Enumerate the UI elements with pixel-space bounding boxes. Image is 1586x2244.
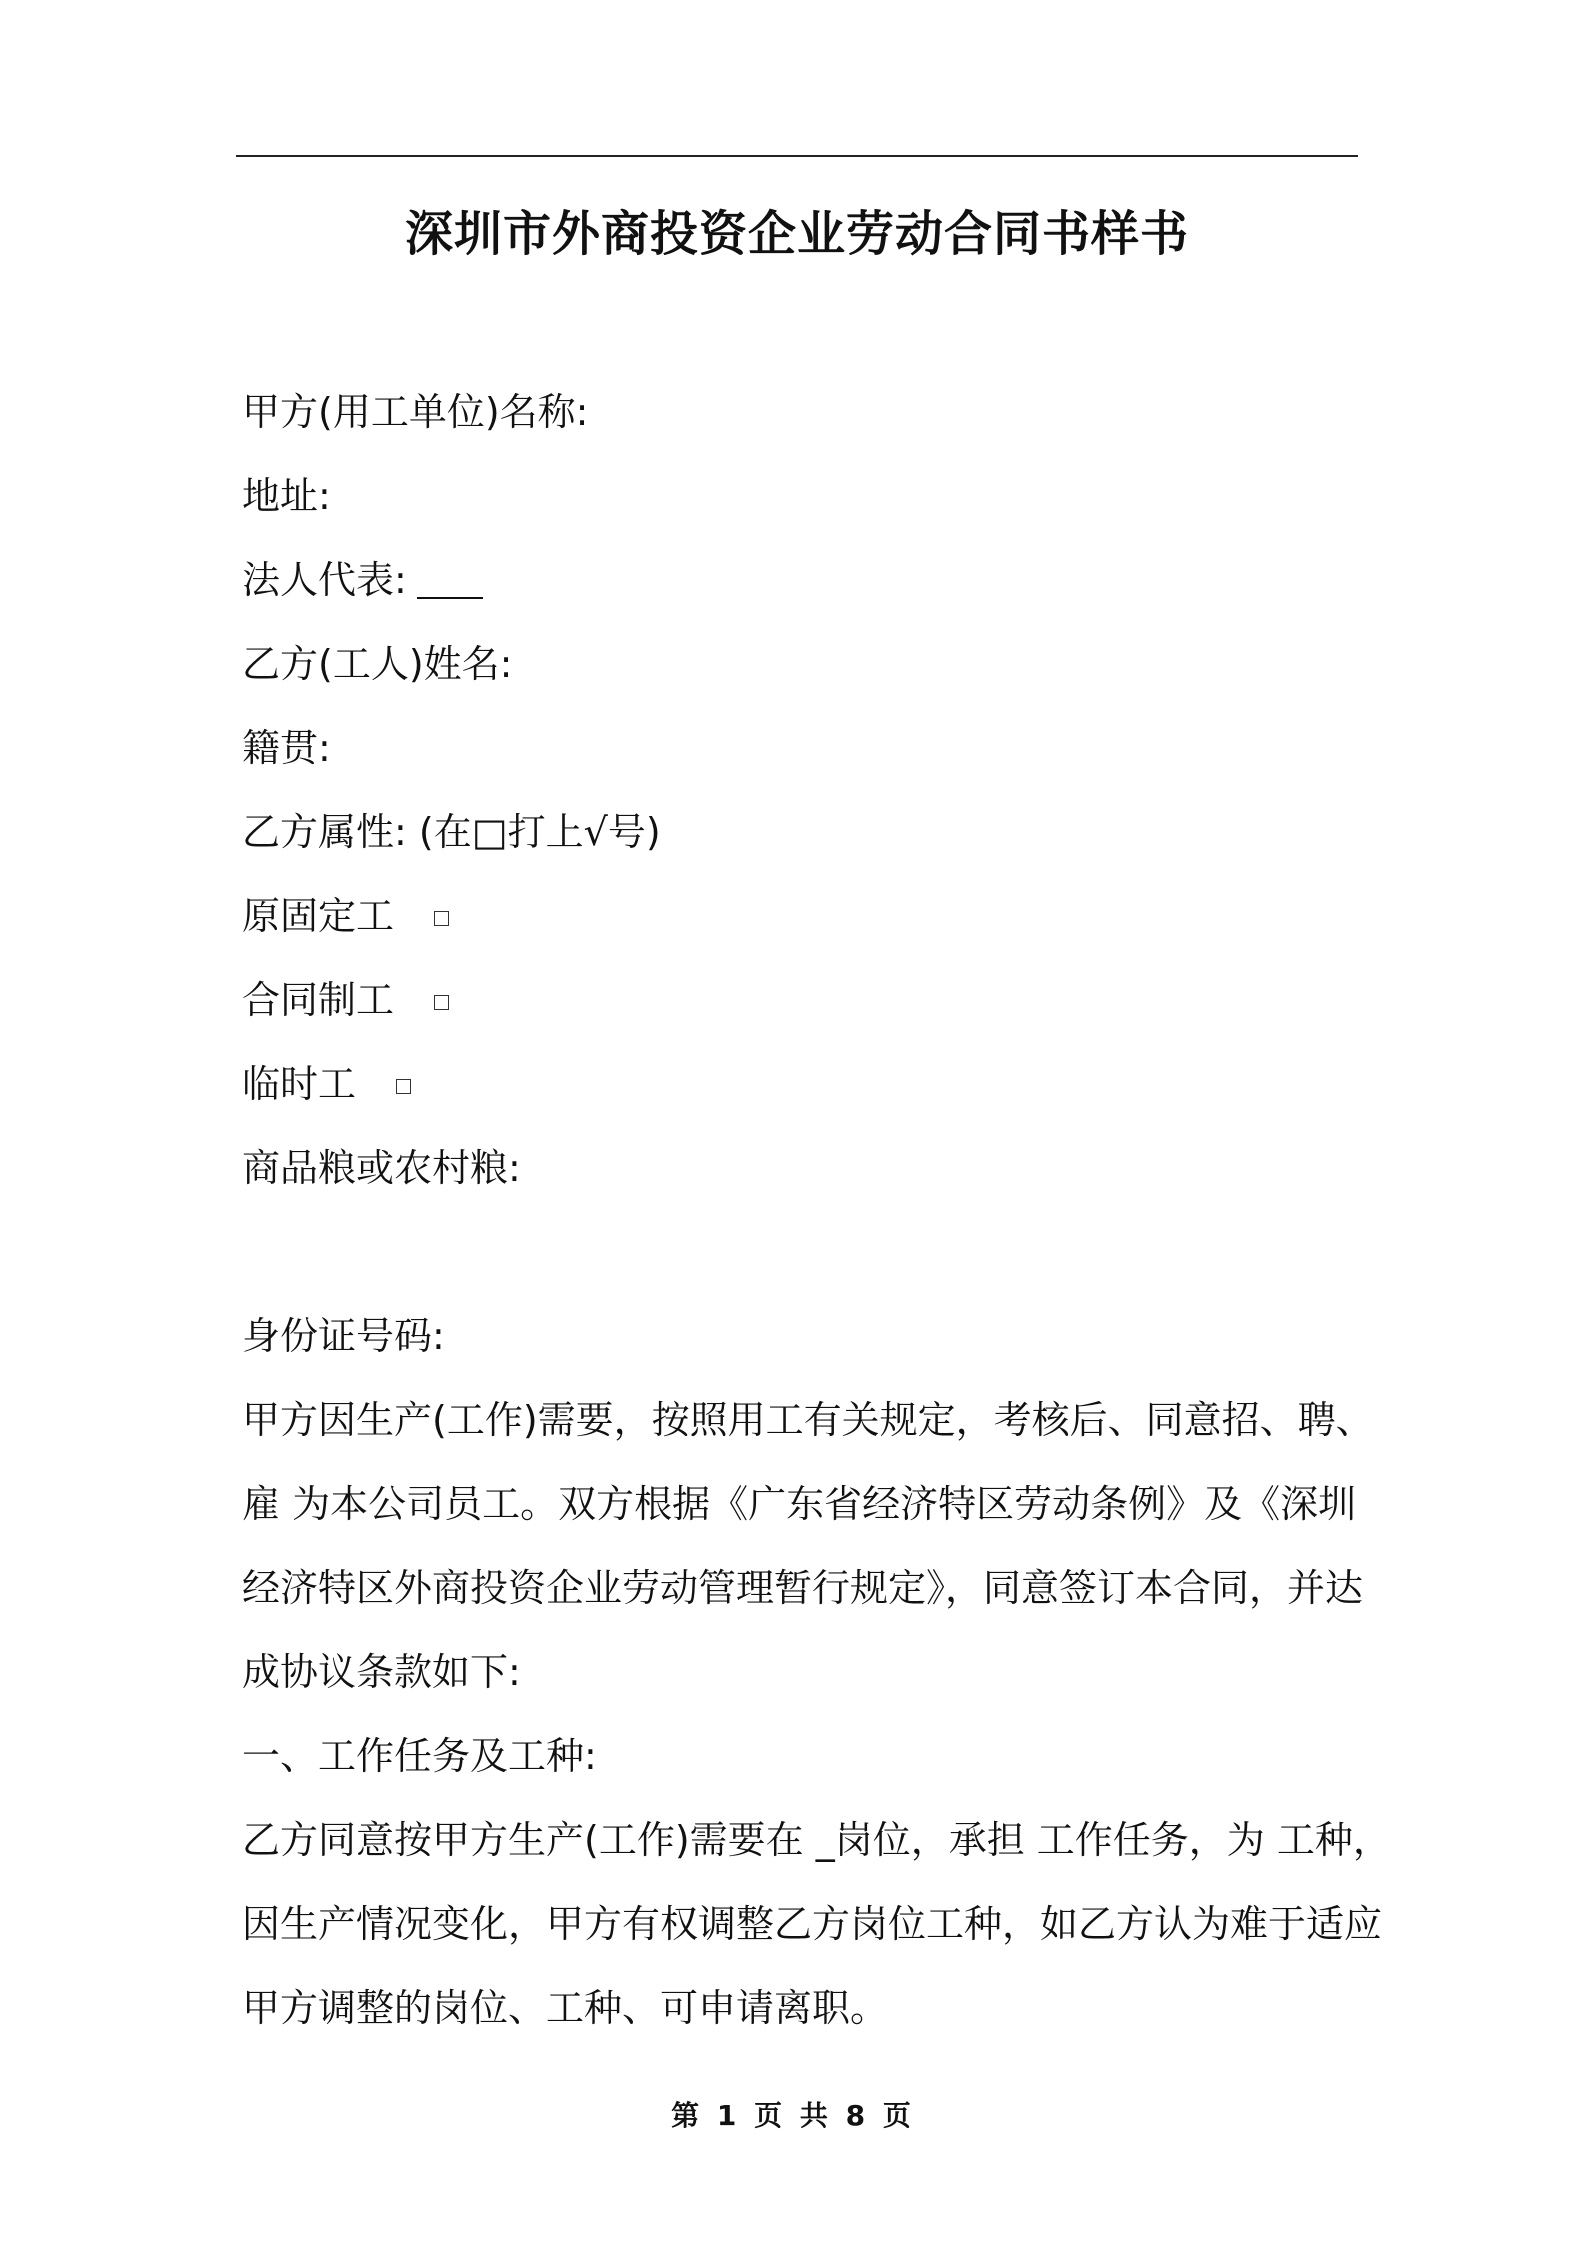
option-contract-label: 合同制工	[242, 978, 395, 1022]
worker-attribute-line: 乙方属性: (在□打上√号)	[242, 810, 661, 854]
option-contract-line	[242, 958, 1362, 1042]
paragraph-line: 成协议条款如下:	[242, 1650, 521, 1694]
paragraph-line: 甲方因生产(工作)需要，按照用工有关规定，考核后、同意招、聘、	[242, 1398, 1374, 1442]
address-line: 地址:	[242, 474, 331, 518]
option-permanent-label: 原固定工	[242, 894, 395, 938]
blank-gap	[242, 1210, 1362, 1294]
legal-rep-blank	[417, 563, 483, 599]
worker-name-line: 乙方(工人)姓名:	[242, 642, 513, 686]
checkbox-contract	[434, 995, 449, 1010]
section-heading: 一、工作任务及工种:	[242, 1734, 597, 1778]
paragraph-line: 雇 为本公司员工。双方根据《广东省经济特区劳动条例》及《深圳	[242, 1482, 1357, 1526]
checkbox-permanent	[434, 911, 449, 926]
header-rule	[236, 155, 1358, 157]
id-number-line: 身份证号码:	[242, 1314, 445, 1358]
checkbox-temporary	[396, 1079, 411, 1094]
native-place-line: 籍贯:	[242, 726, 331, 770]
option-temporary-line	[242, 1042, 1362, 1126]
paragraph-line: 因生产情况变化，甲方有权调整乙方岗位工种，如乙方认为难于适应	[242, 1902, 1383, 1946]
document-title: 深圳市外商投资企业劳动合同书样书	[404, 206, 1189, 262]
paragraph-line: 甲方调整的岗位、工种、可申请离职。	[242, 1986, 889, 2030]
paragraph-line: 经济特区外商投资企业劳动管理暂行规定》，同意签订本合同，并达	[242, 1566, 1364, 1610]
option-temporary-label: 临时工	[242, 1062, 357, 1106]
paragraph-line: 乙方同意按甲方生产(工作)需要在 _岗位，承担 工作任务，为 工种，	[242, 1818, 1391, 1862]
page-footer: 第 1 页 共 8 页	[671, 2099, 915, 2132]
document-body	[242, 370, 1391, 2050]
employer-name-line: 甲方(用工单位)名称:	[242, 390, 589, 434]
legal-rep-label: 法人代表:	[242, 558, 407, 602]
grain-type-line: 商品粮或农村粮:	[242, 1146, 521, 1190]
legal-rep-line	[242, 538, 1362, 622]
option-permanent-line	[242, 874, 1362, 958]
